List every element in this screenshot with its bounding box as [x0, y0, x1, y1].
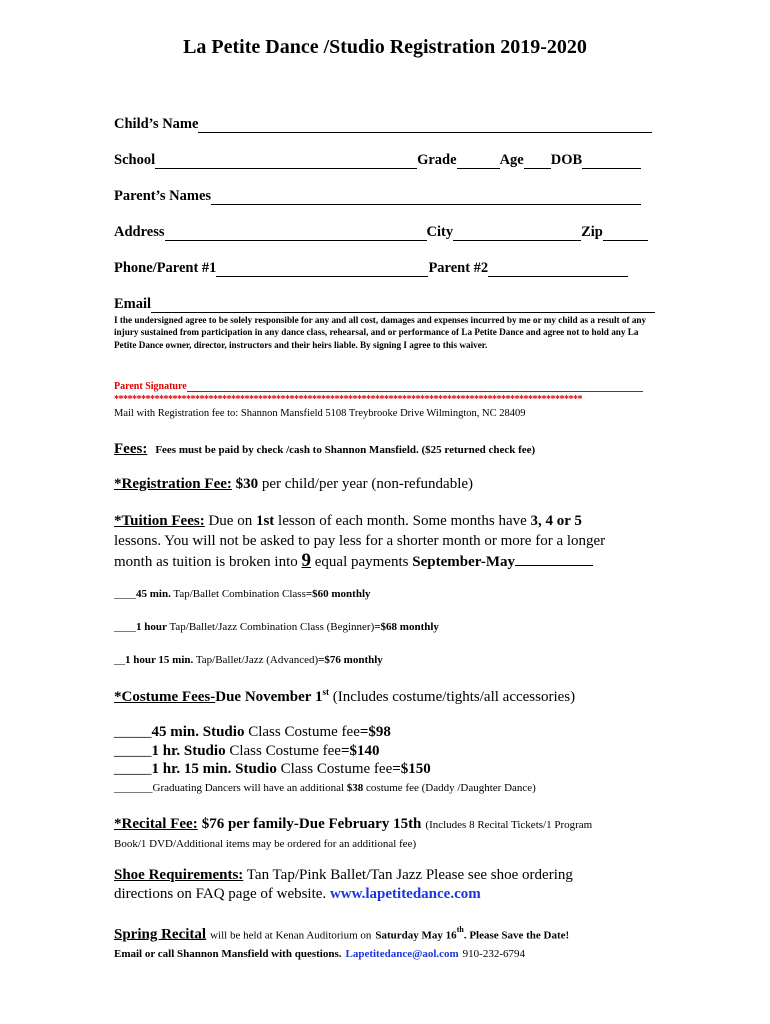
city-field[interactable] — [453, 227, 581, 241]
spring-recital-text: will be held at Kenan Auditorium on — [210, 929, 372, 942]
recital-section — [114, 815, 674, 853]
class-duration: 1 hour 15 min. — [125, 654, 194, 666]
signature-field[interactable] — [187, 382, 643, 392]
tuition-text-3: month as tuition is broken into — [114, 554, 298, 570]
signature-label: Parent Signature — [114, 381, 187, 392]
recital-label: *Recital Fee: — [114, 816, 198, 832]
child-name-label: Child’s Name — [114, 116, 199, 132]
age-label: Age — [499, 152, 524, 168]
grade-field[interactable] — [457, 155, 500, 169]
address-label: Address — [114, 224, 165, 240]
costume-option-blank: _____ — [114, 724, 152, 740]
costume-options — [114, 723, 536, 797]
costume-section — [114, 687, 575, 706]
costume-option-price: =$140 — [340, 742, 380, 759]
tuition-line-2: lessons. You will not be asked to pay less for a shorter month or more for a longer — [114, 532, 606, 549]
registration-amount: $30 — [235, 476, 259, 492]
class-desc: Tap/Ballet/Jazz Combination Class (Beginner) — [169, 621, 375, 633]
address-field[interactable] — [165, 227, 427, 241]
graduating-text-2: costume fee (Daddy /Daughter Dance) — [366, 781, 536, 794]
costume-option-text: Class Costume fee — [229, 742, 341, 759]
class-desc: Tap/Ballet/Jazz (Advanced) — [195, 654, 319, 666]
school-field[interactable] — [155, 155, 417, 169]
fees-section — [114, 440, 535, 458]
school-row — [114, 152, 641, 169]
costume-option[interactable] — [114, 742, 536, 761]
costume-option-price: =$150 — [392, 761, 431, 777]
dob-label: DOB — [550, 152, 583, 168]
costume-option-text: Class Costume fee — [248, 724, 360, 740]
costume-option-class: 1 hr. 15 min. Studio — [151, 761, 277, 777]
costume-option-class: 1 hr. Studio — [151, 742, 226, 759]
costume-option-blank: _____ — [114, 761, 152, 777]
contact-text: Email or call Shannon Mansfield with questions. — [114, 948, 342, 961]
fees-label: Fees: — [114, 441, 148, 457]
costume-option[interactable] — [114, 723, 536, 742]
shoes-label: Shoe Requirements: — [114, 867, 244, 883]
costume-option-price: =$98 — [359, 724, 391, 740]
page-title: La Petite Dance /Studio Registration 2019-2020 — [183, 36, 587, 58]
city-label: City — [426, 224, 454, 240]
class-duration: 1 hour — [136, 621, 167, 633]
spring-recital-date-sup: th — [456, 925, 464, 934]
zip-label: Zip — [581, 224, 603, 240]
phone-number: 910-232-6794 — [462, 948, 525, 961]
parents-names-field[interactable] — [211, 191, 641, 205]
child-name-row — [114, 116, 652, 133]
recital-line-2: Book/1 DVD/Additional items may be ordered for an additional fee) — [114, 838, 417, 850]
email-label: Email — [114, 296, 152, 312]
tuition-label: *Tuition Fees: — [114, 513, 205, 529]
waiver-text: I the undersigned agree to be solely responsible for any and all cost, damages and expenses incurred by me or my child as a result of any injury sustained from participation in any dance class, rehearsal, and or performance of La Petite Dance and agree not to hold any La Petite Dance owner, director, instructors and their heirs liable. By signing I agree to this waiver. — [114, 315, 647, 350]
class-option-blank: __ — [114, 654, 125, 666]
costume-option-text: Class Costume fee — [280, 761, 393, 777]
graduating-option[interactable] — [114, 779, 536, 797]
fees-text: Fees must be paid by check /cash to Shannon Mansfield. ($25 returned check fee) — [155, 444, 536, 456]
costume-due-sup: st — [322, 687, 329, 697]
tuition-field[interactable] — [515, 565, 593, 566]
spring-recital-date: Saturday May 16 — [375, 929, 457, 942]
spring-recital-section — [114, 921, 694, 963]
class-option-3[interactable] — [114, 654, 383, 666]
signature-row — [114, 381, 643, 392]
class-option-blank: ____ — [114, 621, 136, 633]
registration-section — [114, 476, 473, 493]
parents-names-label: Parent’s Names — [114, 188, 212, 204]
website-link[interactable]: www.lapetitedance.com — [329, 885, 481, 902]
class-option-2[interactable] — [114, 621, 439, 633]
registration-label: *Registration Fee: — [114, 476, 232, 492]
class-duration: 45 min. — [136, 588, 171, 600]
shoes-line-2: directions on FAQ page of website. — [114, 885, 327, 902]
phone-row — [114, 260, 628, 277]
address-row — [114, 224, 648, 241]
parents-names-row — [114, 188, 641, 205]
class-price: =$60 monthly — [305, 588, 371, 600]
recital-text: (Includes 8 Recital Tickets/1 Program — [425, 819, 593, 831]
phone-parent1-field[interactable] — [216, 263, 428, 277]
graduating-amount: $38 — [346, 781, 364, 794]
divider-stars: ******************************************************************************************************** — [114, 394, 582, 405]
class-price: =$76 monthly — [318, 654, 383, 666]
tuition-counts: 3, 4 or 5 — [530, 513, 582, 529]
school-label: School — [114, 152, 156, 168]
tuition-nine: 9 — [301, 550, 311, 571]
email-field[interactable] — [151, 299, 655, 313]
tuition-text-1: Due on — [208, 513, 253, 529]
parent2-field[interactable] — [488, 263, 628, 277]
child-name-field[interactable] — [198, 119, 652, 133]
class-option-blank: ____ — [114, 588, 136, 600]
dob-field[interactable] — [582, 155, 641, 169]
costume-option-class: 45 min. Studio — [151, 724, 245, 740]
shoes-section — [114, 866, 674, 903]
class-desc: Tap/Ballet Combination Class — [173, 588, 306, 600]
spring-recital-save: . Please Save the Date! — [463, 929, 570, 942]
registration-text: per child/per year (non-refundable) — [261, 476, 474, 492]
age-field[interactable] — [524, 155, 551, 169]
phone-parent1-label: Phone/Parent #1 — [114, 260, 217, 276]
parent2-label: Parent #2 — [428, 260, 489, 276]
tuition-months: September-May — [412, 554, 515, 570]
costume-option[interactable] — [114, 760, 536, 779]
mail-instructions: Mail with Registration fee to: Shannon Mansfield 5108 Treybrooke Drive Wilmington, NC 28409 — [114, 408, 526, 419]
recital-amount: $76 per family-Due February 15th — [201, 816, 422, 832]
spring-recital-label: Spring Recital — [114, 926, 207, 943]
email-link[interactable]: Lapetitedance@aol.com — [345, 948, 459, 961]
graduating-blank: _______ — [114, 781, 153, 794]
zip-field[interactable] — [603, 227, 648, 241]
email-row — [114, 296, 655, 313]
costume-text: (Includes costume/tights/all accessories) — [332, 689, 576, 705]
tuition-section — [114, 512, 674, 573]
grade-label: Grade — [417, 152, 457, 168]
tuition-first: 1st — [255, 513, 275, 529]
costume-option-blank: _____ — [114, 742, 152, 759]
class-option-1[interactable] — [114, 588, 371, 600]
costume-label: *Costume Fees- — [114, 689, 216, 705]
graduating-text: Graduating Dancers will have an additional — [152, 781, 345, 794]
shoes-text: Tan Tap/Pink Ballet/Tan Jazz Please see shoe ordering — [246, 867, 573, 883]
tuition-text-2: lesson of each month. Some months have — [278, 513, 527, 529]
tuition-text-4: equal payments — [314, 554, 409, 570]
class-price: =$68 monthly — [374, 621, 439, 633]
costume-due: Due November 1 — [215, 689, 323, 705]
